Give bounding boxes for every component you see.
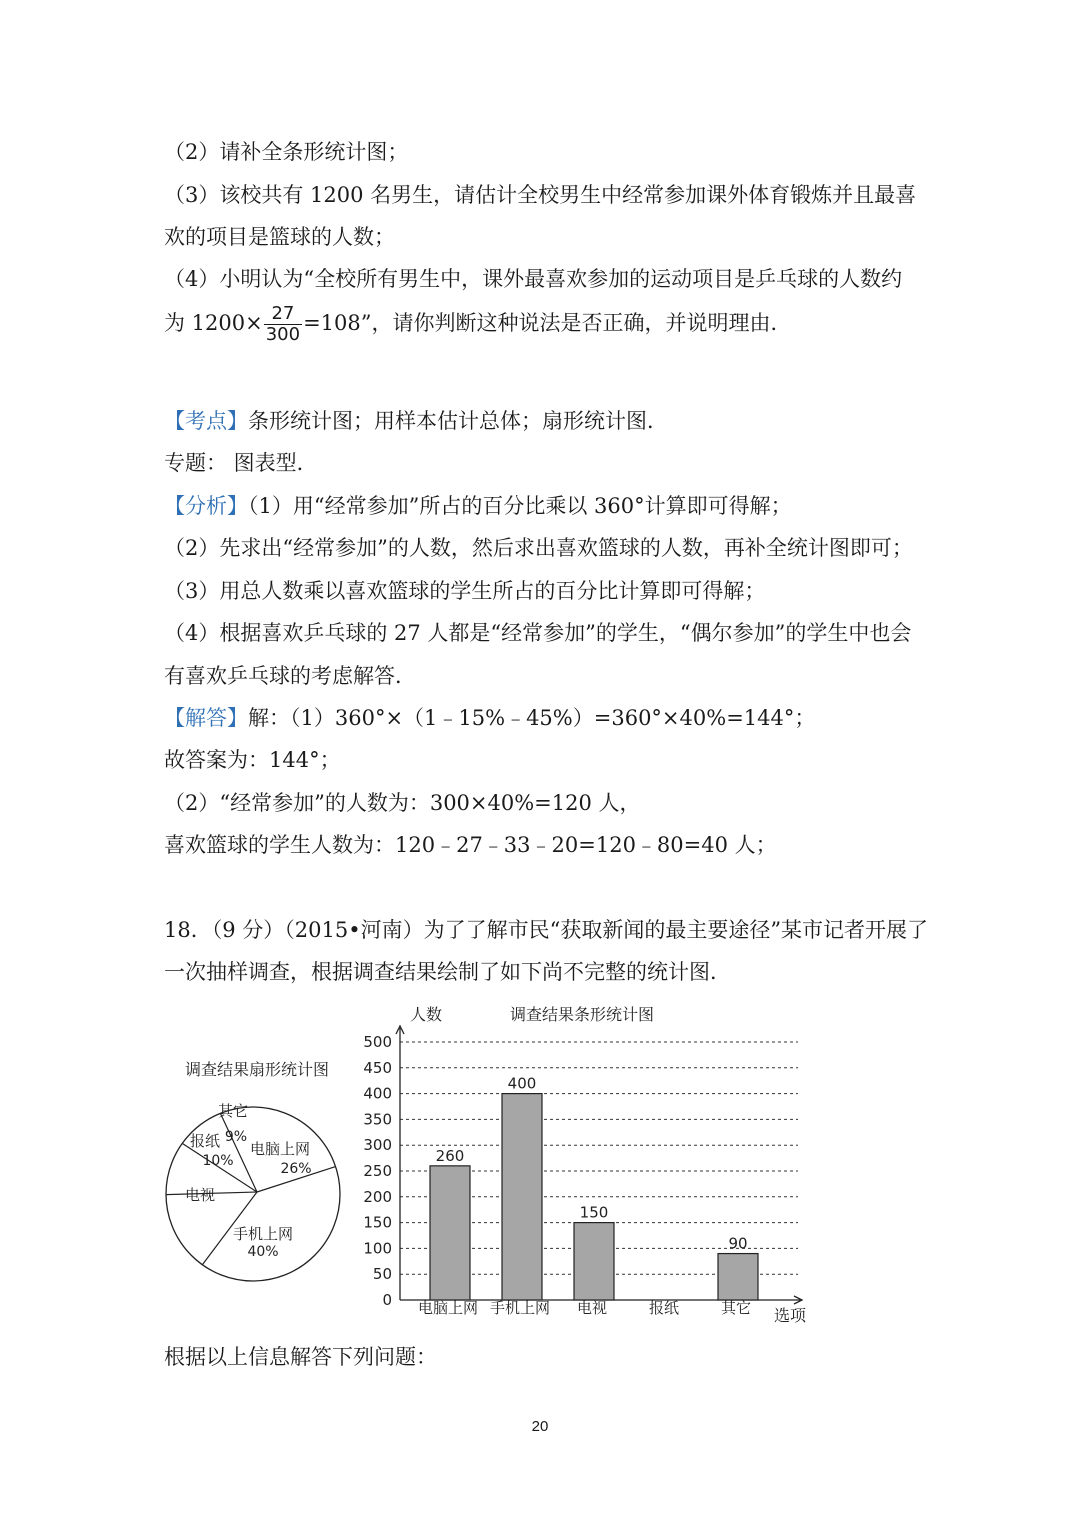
bar-value-label: 260 — [435, 1146, 465, 1165]
bar-category-label: 电视 — [576, 1299, 608, 1317]
q18-line-1: 18．（9 分）（2015•河南）为了了解市民“获取新闻的最主要途径”某市记者开展了 — [164, 918, 929, 942]
pie-chart — [160, 1050, 360, 1325]
jieda-line-4: 喜欢篮球的学生人数为：120﹣27﹣33﹣20=120﹣80=40 人； — [164, 833, 777, 857]
bar-y-tick-label: 300 — [363, 1136, 392, 1155]
q18-line-2: 一次抽样调查，根据调查结果绘制了如下尚不完整的统计图． — [164, 960, 731, 984]
bar-y-tick-label: 250 — [363, 1162, 392, 1180]
pie-slice-percent: 9% — [224, 1129, 248, 1145]
bar-5 — [718, 1254, 758, 1300]
fraction-denominator: 300 — [265, 324, 301, 345]
bar-value-label: 90 — [728, 1234, 748, 1253]
question-2: （2）请补全条形统计图； — [164, 140, 409, 164]
fenxi-line-2: （2）先求出“经常参加”的人数，然后求出喜欢篮球的人数，再补全统计图即可； — [164, 536, 913, 560]
kaodian-tag: 【考点】 — [164, 409, 248, 433]
question-3-line-2: 欢的项目是篮球的人数； — [164, 225, 395, 249]
bar-1 — [430, 1166, 470, 1300]
bar-category-label: 报纸 — [648, 1299, 680, 1317]
fenxi-line-1 — [164, 492, 792, 520]
fraction-numerator: 27 — [264, 304, 302, 325]
jieda-line-1 — [164, 704, 815, 732]
bar-y-tick-label: 500 — [363, 1033, 392, 1051]
pie-slice-label: 电脑上网 — [249, 1140, 311, 1158]
bar-y-tick-label: 150 — [363, 1213, 392, 1232]
page-number: 20 — [531, 1418, 549, 1435]
jieda-line-3: （2）“经常参加”的人数为：300×40%=120 人， — [164, 791, 641, 815]
fraction — [264, 304, 302, 345]
bar-y-tick-label: 100 — [363, 1239, 392, 1258]
pie-slice-percent: 26% — [280, 1161, 312, 1177]
question-4-suffix: =108”，请你判断这种说法是否正确，并说明理由． — [303, 311, 792, 335]
pie-slice-percent: 10% — [202, 1153, 234, 1169]
q18-after-text: 根据以上信息解答下列问题： — [164, 1345, 437, 1369]
jieda-line-2: 故答案为：144°； — [164, 748, 341, 772]
pie-slice-label: 电视 — [184, 1186, 216, 1204]
kaodian-text: 条形统计图；用样本估计总体；扇形统计图． — [248, 409, 668, 433]
bar-xlabel: 选项 — [774, 1306, 807, 1325]
question-3-line-1: （3）该校共有 1200 名男生，请估计全校男生中经常参加课外体育锻炼并且最喜 — [164, 183, 917, 207]
fenxi-line-4a: （4）根据喜欢乒乓球的 27 人都是“经常参加”的学生，“偶尔参加”的学生中也会 — [164, 621, 912, 645]
question-4-line-1: （4）小明认为“全校所有男生中，课外最喜欢参加的运动项目是乒乓球的人数约 — [164, 267, 903, 291]
jieda-tag: 【解答】 — [164, 706, 248, 730]
bar-chart — [350, 1000, 830, 1330]
kaodian-line — [164, 407, 668, 435]
bar-value-label: 150 — [579, 1203, 609, 1222]
question-4-prefix: 为 1200× — [164, 311, 263, 335]
bar-category-label: 手机上网 — [489, 1299, 551, 1317]
bar-2 — [502, 1094, 542, 1300]
fenxi-text-1: （1）用“经常参加”所占的百分比乘以 360°计算即可得解； — [248, 494, 792, 518]
jieda-text-1: 解：（1）360°×（1﹣15%﹣45%）=360°×40%=144°； — [248, 706, 816, 730]
pie-slice-label: 报纸 — [189, 1132, 221, 1150]
bar-title: 调查结果条形统计图 — [510, 1005, 655, 1024]
bar-y-tick-label: 450 — [363, 1058, 392, 1077]
bar-y-tick-label: 50 — [372, 1265, 392, 1284]
bar-value-label: 400 — [507, 1074, 537, 1093]
pie-slice-percent: 40% — [247, 1244, 279, 1260]
pie-slice-label: 手机上网 — [232, 1225, 294, 1243]
bar-category-label: 其它 — [720, 1299, 752, 1317]
fenxi-line-4b: 有喜欢乒乓球的考虑解答． — [164, 664, 416, 688]
bar-ylabel: 人数 — [410, 1005, 443, 1024]
bar-category-label: 电脑上网 — [417, 1299, 479, 1317]
fenxi-tag: 【分析】 — [164, 494, 248, 518]
question-4-line-2 — [164, 304, 792, 345]
bar-y-tick-label: 0 — [382, 1291, 392, 1309]
zhuanti-line: 专题： 图表型． — [164, 451, 318, 475]
pie-title: 调查结果扇形统计图 — [184, 1060, 330, 1079]
bar-y-tick-label: 200 — [363, 1187, 392, 1206]
fenxi-line-3: （3）用总人数乘以喜欢篮球的学生所占的百分比计算即可得解； — [164, 579, 766, 603]
bar-y-tick-label: 350 — [363, 1110, 392, 1129]
bar-y-tick-label: 400 — [363, 1084, 392, 1103]
bar-3 — [574, 1223, 614, 1300]
pie-slice-label: 其它 — [217, 1102, 249, 1120]
